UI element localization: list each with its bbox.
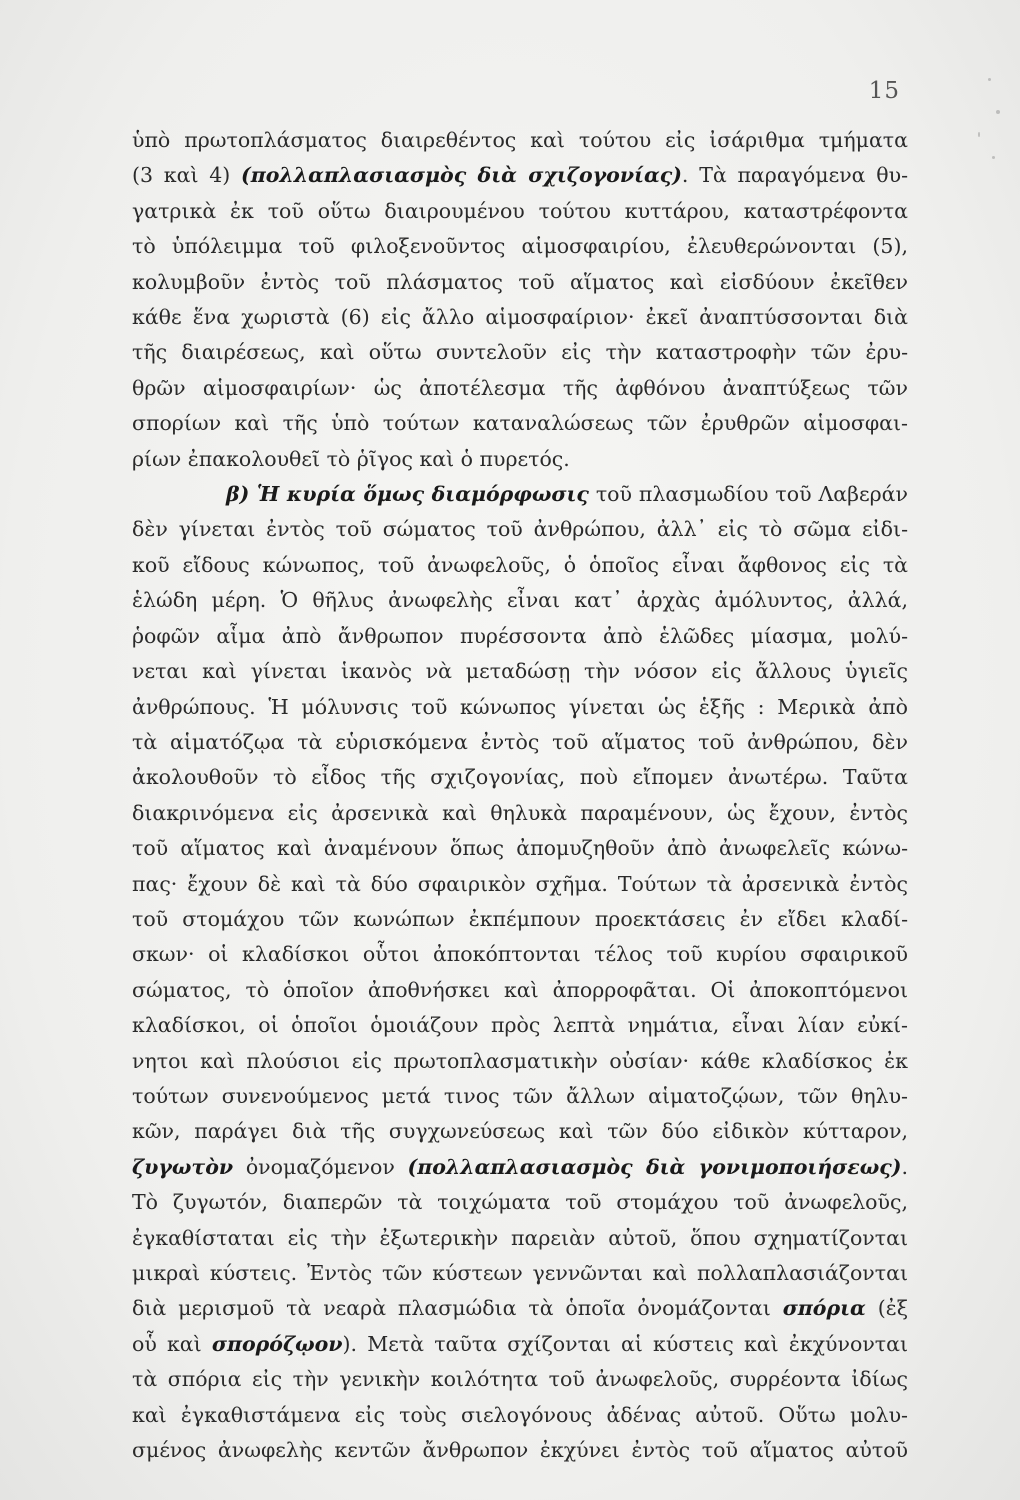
text-line — [132, 1114, 908, 1149]
text-line — [132, 406, 908, 441]
text-run: τὰ σπόρια εἰς τὴν γενικὴν κοιλότητα τοῦ ἀνωφελοῦς, συρρέοντα ἰδίως — [132, 1367, 908, 1392]
text-run: πας· ἔχουν δὲ καὶ τὰ δύο σφαιρικὸν σχῆμα. Τούτων τὰ ἀρσενικὰ ἐντὸς — [132, 871, 908, 896]
text-line — [132, 300, 908, 335]
scan-specks — [968, 70, 1008, 180]
text-run: σώματος, τὸ ὁποῖον ἀποθνήσκει καὶ ἀπορροφᾶται. Οἱ ἀποκοπτόμενοι — [132, 977, 908, 1002]
text-line — [132, 548, 908, 583]
text-run: τὰ αἱματόζῳα τὰ εὑρισκόμενα ἐντὸς τοῦ αἵματος τοῦ ἀνθρώπου, δὲν — [132, 729, 908, 754]
text-run: τὸ ὑπόλειμμα τοῦ φιλοξενοῦντος αἱμοσφαιρίου, ἐλευθερώνονται (5), — [132, 234, 908, 259]
text-run: κῶν, παράγει διὰ τῆς συγχωνεύσεως καὶ τῶν δύο εἰδικὸν κύτταρον, — [132, 1119, 908, 1144]
text-run: τοῦ πλασμωδίου τοῦ Λαβεράν — [588, 482, 908, 507]
text-run: . Τὰ παραγόμενα θυ- — [681, 163, 908, 188]
text-run: . — [901, 1154, 908, 1179]
text-line — [132, 867, 908, 902]
text-run: ἀνθρώπους. Ἡ μόλυνσις τοῦ κώνωπος γίνεται ὡς ἑξῆς : Μερικὰ ἀπὸ — [132, 694, 908, 719]
text-run: τούτων συνενούμενος μετά τινος τῶν ἄλλων αἱματοζῴων, τῶν θηλυ- — [132, 1083, 908, 1108]
text-run: νεται καὶ γίνεται ἱκανὸς νὰ μεταδώσῃ τὴν νόσον εἰς ἄλλους ὑγιεῖς — [132, 659, 908, 684]
text-line — [132, 1044, 908, 1079]
text-run: ῥοφῶν αἷμα ἀπὸ ἄνθρωπον πυρέσσοντα ἀπὸ ἑλῶδες μίασμα, μολύ- — [132, 623, 908, 648]
text-line — [132, 690, 908, 725]
text-run: τοῦ στομάχου τῶν κωνώπων ἐκπέμπουν προεκτάσεις ἐν εἴδει κλαδί- — [132, 906, 908, 931]
page-number: 15 — [868, 78, 900, 104]
text-line — [132, 1221, 908, 1256]
text-run: σπορίων καὶ τῆς ὑπὸ τούτων καταναλώσεως τῶν ἐρυθρῶν αἱμοσφαι- — [132, 411, 908, 436]
text-run: ρίων ἐπακολουθεῖ τὸ ῥῖγος καὶ ὁ πυρετός. — [132, 446, 570, 471]
text-run: ὀνομαζόμενον — [233, 1154, 408, 1179]
text-line — [132, 1398, 908, 1433]
text-line — [132, 1327, 908, 1362]
text-line — [132, 937, 908, 972]
text-line — [132, 796, 908, 831]
text-run: σκων· οἱ κλαδίσκοι οὗτοι ἀποκόπτονται τέλος τοῦ κυρίου σφαιρικοῦ — [132, 942, 908, 967]
emphasized-text: β) Ἡ κυρία ὅμως διαμόρφωσις — [226, 482, 589, 507]
text-line — [132, 194, 908, 229]
text-line — [132, 1362, 908, 1397]
text-run: Τὸ ζυγωτόν, διαπερῶν τὰ τοιχώματα τοῦ στομάχου τοῦ ἀνωφελοῦς, — [132, 1190, 908, 1215]
text-line — [132, 1150, 908, 1185]
text-run: δὲν γίνεται ἐντὸς τοῦ σώματος τοῦ ἀνθρώπου, ἀλλ᾿ εἰς τὸ σῶμα εἰδι- — [132, 517, 908, 542]
text-line — [132, 1079, 908, 1114]
emphasized-text: σπορόζῳον — [211, 1331, 343, 1356]
text-line — [132, 158, 908, 193]
text-run: ὑπὸ πρωτοπλάσματος διαιρεθέντος καὶ τούτου εἰς ἰσάριθμα τμήματα — [132, 128, 908, 152]
text-run: κλαδίσκοι, οἱ ὁποῖοι ὁμοιάζουν πρὸς λεπτὰ νημάτια, εἶναι λίαν εὐκί- — [132, 1013, 908, 1038]
text-run: κάθε ἕνα χωριστὰ (6) εἰς ἄλλο αἱμοσφαίριον· ἐκεῖ ἀναπτύσσονται διὰ — [132, 305, 908, 330]
text-run: ἑλώδη μέρη. Ὁ θῆλυς ἀνωφελὴς εἶναι κατ᾿ ἀρχὰς ἀμόλυντος, ἀλλά, — [132, 588, 908, 613]
text-line — [132, 619, 908, 654]
text-run: ἐγκαθίσταται εἰς τὴν ἐξωτερικὴν παρειὰν αὐτοῦ, ὅπου σχηματίζονται — [132, 1225, 908, 1250]
text-line — [132, 265, 908, 300]
text-run: θρῶν αἱμοσφαιρίων· ὡς ἀποτέλεσμα τῆς ἀφθόνου ἀναπτύξεως τῶν — [132, 375, 908, 400]
text-run: καὶ ἐγκαθιστάμενα εἰς τοὺς σιελογόνους ἀδένας αὐτοῦ. Οὕτω μολυ- — [132, 1402, 908, 1427]
text-run: κοῦ εἴδους κώνωπος, τοῦ ἀνωφελοῦς, ὁ ὁποῖος εἶναι ἄφθονος εἰς τὰ — [132, 552, 908, 577]
text-line — [132, 1256, 908, 1291]
text-line — [132, 512, 908, 547]
body-text — [132, 123, 908, 1468]
text-line — [132, 442, 908, 477]
text-run: (3 καὶ 4) — [132, 163, 242, 188]
text-line — [132, 1008, 908, 1043]
text-run: (ἐξ — [865, 1296, 908, 1321]
text-run: νητοι καὶ πλούσιοι εἰς πρωτοπλασματικὴν οὐσίαν· κάθε κλαδίσκος ἐκ — [132, 1048, 908, 1073]
text-line — [132, 371, 908, 406]
text-line — [132, 229, 908, 264]
text-run: διὰ μερισμοῦ τὰ νεαρὰ πλασμώδια τὰ ὁποῖα ὀνομάζονται — [132, 1296, 783, 1321]
text-run: σμένος ἀνωφελὴς κεντῶν ἄνθρωπον ἐκχύνει ἐντὸς τοῦ αἵματος αὐτοῦ — [132, 1438, 908, 1463]
emphasized-text: (πολλαπλασιασμὸς διὰ γονιμοποιήσεως) — [407, 1154, 902, 1179]
text-line — [132, 123, 908, 158]
text-run: οὗ καὶ — [132, 1331, 212, 1356]
text-line — [132, 1433, 908, 1468]
emphasized-text: σπόρια — [782, 1296, 866, 1321]
text-line — [132, 583, 908, 618]
text-line — [132, 760, 908, 795]
text-run: κολυμβοῦν ἐντὸς τοῦ πλάσματος τοῦ αἵματος καὶ εἰσδύουν ἐκεῖθεν — [132, 269, 908, 294]
text-line — [132, 831, 908, 866]
text-run: τοῦ αἵματος καὶ ἀναμένουν ὅπως ἀπομυζηθοῦν ἀπὸ ἀνωφελεῖς κώνω- — [132, 836, 908, 861]
text-run: μικραὶ κύστεις. Ἐντὸς τῶν κύστεων γεννῶνται καὶ πολλαπλασιάζονται — [132, 1261, 908, 1285]
text-line — [132, 973, 908, 1008]
text-line — [132, 654, 908, 689]
emphasized-text: ζυγωτὸν — [132, 1154, 234, 1179]
text-run: τῆς διαιρέσεως, καὶ οὕτω συντελοῦν εἰς τὴν καταστροφὴν τῶν ἐρυ- — [132, 340, 908, 365]
text-line — [132, 477, 908, 512]
text-run: ἀκολουθοῦν τὸ εἶδος τῆς σχιζογονίας, ποὺ εἴπομεν ἀνωτέρω. Ταῦτα — [132, 765, 908, 790]
text-line — [132, 1185, 908, 1220]
text-run: διακρινόμενα εἰς ἀρσενικὰ καὶ θηλυκὰ παραμένουν, ὡς ἔχουν, ἐντὸς — [132, 800, 908, 825]
text-line — [132, 725, 908, 760]
text-line — [132, 1291, 908, 1326]
text-run: γατρικὰ ἐκ τοῦ οὕτω διαιρουμένου τούτου κυττάρου, καταστρέφοντα — [132, 198, 908, 223]
text-line — [132, 335, 908, 370]
text-line — [132, 902, 908, 937]
emphasized-text: (πολλαπλασιασμὸς διὰ σχιζογονίας) — [241, 163, 682, 188]
text-run: ). Μετὰ ταῦτα σχίζονται αἱ κύστεις καὶ ἐκχύνονται — [342, 1331, 908, 1356]
